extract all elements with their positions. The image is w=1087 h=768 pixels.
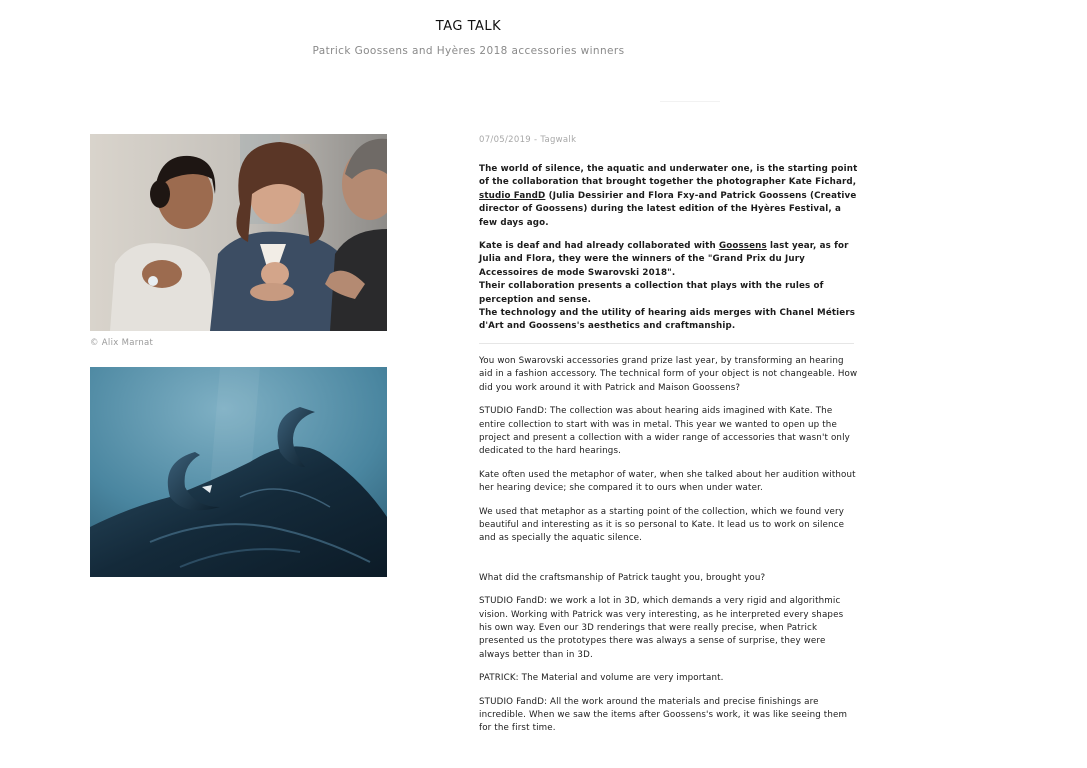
sculpture-image — [90, 367, 387, 577]
photo-caption: © Alix Marnat — [90, 338, 154, 348]
answer-2-part-2: PATRICK: The Material and volume are very important. — [479, 673, 724, 684]
intro-paragraph-2 — [479, 240, 859, 280]
intro-paragraph-1 — [479, 163, 859, 230]
answer-2-part-3: STUDIO FandD: All the work around the materials and precise finishings are incredible. When we saw the items after Goossens's work, it was like seeing them for the first time. — [479, 696, 848, 734]
article-body — [479, 163, 859, 736]
intro-text: Kate is deaf and had already collaborated with — [479, 241, 719, 252]
article-meta: 07/05/2019 - Tagwalk — [479, 135, 577, 145]
question-2: What did the craftsmanship of Patrick taught you, brought you? — [479, 572, 766, 583]
article-divider — [479, 343, 854, 344]
intro-text: last year, as for Julia and Flora, they were the winners of the "Grand Prix du Jury Accessoires de mode Swarovski 2018". — [479, 241, 849, 278]
question-1: You won Swarovski accessories grand prize last year, by transforming an hearing aid in a fashion accessory. The technical form of your object is not changeable. How did you work around it with Patrick and Maison Goossens? — [479, 355, 858, 393]
studio-fandd-link[interactable]: studio FandD — [479, 190, 546, 201]
answer-1-part-1: STUDIO FandD: The collection was about hearing aids imagined with Kate. The entire collection to start with was in metal. This year we wanted to open up the project and present a collection with a wider range of accessories that wasn't only dedicated to the hard hearings. — [479, 406, 850, 457]
photo-illustration — [90, 134, 387, 331]
intro-text: (Julia Dessirier and Flora Fxy-and Patrick Goossens (Creative director of Goossens) during the latest edition of the Hyères Festival, a few days ago. — [479, 190, 857, 228]
answer-1-part-2: Kate often used the metaphor of water, when she talked about her audition without her hearing device; she compared it to ours when under water. — [479, 469, 856, 494]
header-divider — [660, 101, 720, 102]
page-title: TAG TALK — [435, 19, 502, 34]
goossens-link[interactable]: Goossens — [718, 241, 767, 252]
article-intro — [479, 163, 859, 334]
page-subtitle: Patrick Goossens and Hyères 2018 accessories winners — [312, 45, 625, 57]
sculpture-illustration — [90, 367, 387, 577]
intro-paragraph-3: Their collaboration presents a collection that plays with the rules of perception and sense. — [479, 281, 824, 305]
article-photo — [90, 134, 387, 331]
answer-2-part-1: STUDIO FandD: we work a lot in 3D, which demands a very rigid and algorithmic vision. Working with Patrick was very interesting, as he interpreted every shapes his own way. Even our 3D renderings that were really precise, when Patrick presented us the prototypes there was always a sense of surprise, they were always better than in 3D. — [479, 596, 844, 660]
answer-1-part-3: We used that metaphor as a starting point of the collection, which we found very beautiful and interesting as it is so personal to Kate. It lead us to work on silence and as specially the aquatic silence. — [479, 506, 845, 544]
intro-text: The world of silence, the aquatic and underwater one, is the starting point of the collaboration that brought together the photographer Kate Fichard, — [479, 164, 858, 188]
intro-paragraph-4: The technology and the utility of hearing aids merges with Chanel Métiers d'Art and Goossens's aesthetics and craftmanship. — [479, 308, 856, 332]
